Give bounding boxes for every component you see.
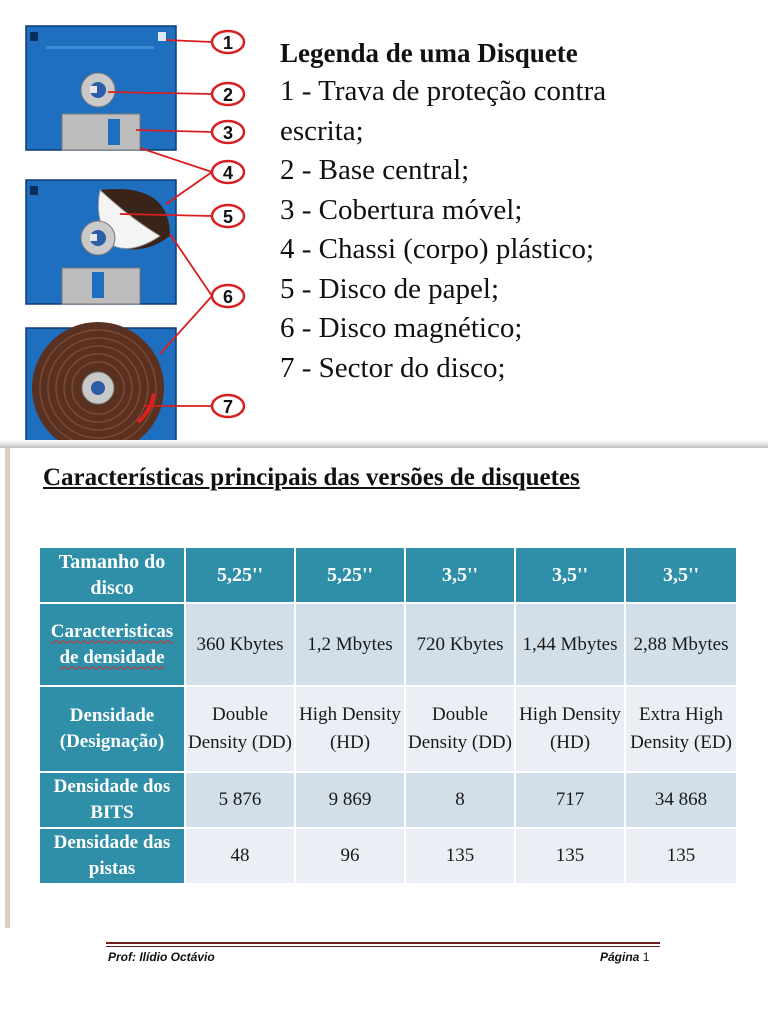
callout-6 xyxy=(212,285,244,307)
floppy-diagram xyxy=(20,22,260,442)
callout-badges xyxy=(212,31,244,417)
legend-item: 3 - Cobertura móvel; xyxy=(280,193,523,226)
table-cell: 1,2 Mbytes xyxy=(295,603,405,686)
table-cell: High Density (HD) xyxy=(515,686,625,772)
callout-3 xyxy=(212,121,244,143)
table-cell: 1,44 Mbytes xyxy=(515,603,625,686)
table-cell: 135 xyxy=(405,828,515,884)
table-cell: 135 xyxy=(515,828,625,884)
row-header-label: Caracteristicas de densidade xyxy=(50,620,174,668)
svg-text:2: 2 xyxy=(222,85,234,105)
callout-5 xyxy=(212,205,244,227)
footer-author: Prof: Ilídio Octávio xyxy=(108,950,215,964)
table-cell: 34 868 xyxy=(625,772,737,828)
svg-text:5: 5 xyxy=(222,207,234,227)
row-header: Tamanho do disco xyxy=(39,547,185,603)
floppy-diagram-svg xyxy=(20,22,260,442)
legend-title: Legenda de uma Disquete xyxy=(280,38,578,68)
column-header: 3,5'' xyxy=(625,547,737,603)
callout-4 xyxy=(212,161,244,183)
table-header-row xyxy=(39,547,737,603)
svg-text:4: 4 xyxy=(222,163,234,183)
table-row xyxy=(39,686,737,772)
column-header: 3,5'' xyxy=(405,547,515,603)
floppy-closed xyxy=(26,26,176,150)
table-row xyxy=(39,772,737,828)
legend-item: 4 - Chassi (corpo) plástico; xyxy=(280,233,595,265)
legend-item: escrita; xyxy=(280,114,364,147)
table-cell: 717 xyxy=(515,772,625,828)
table-cell: 720 Kbytes xyxy=(405,603,515,686)
row-header: Densidade das pistas xyxy=(39,828,185,884)
row-header xyxy=(39,603,185,686)
table-row xyxy=(39,603,737,686)
table-cell: 135 xyxy=(625,828,737,884)
legend-item: 1 - Trava de proteção contra xyxy=(280,75,607,107)
table-cell: 48 xyxy=(185,828,295,884)
footer-rule xyxy=(106,946,660,947)
table-cell: 2,88 Mbytes xyxy=(625,603,737,686)
legend-item: 7 - Sector do disco; xyxy=(280,351,506,384)
specs-section xyxy=(5,448,768,928)
specs-table xyxy=(38,546,738,885)
table-row xyxy=(39,828,737,884)
column-header: 5,25'' xyxy=(295,547,405,603)
table-cell: 96 xyxy=(295,828,405,884)
row-header: Densidade dos BITS xyxy=(39,772,185,828)
column-header: 3,5'' xyxy=(515,547,625,603)
legend-item: 2 - Base central; xyxy=(280,154,470,186)
footer-page-label: Página xyxy=(600,950,640,964)
table-cell: 5 876 xyxy=(185,772,295,828)
table-cell: Double Density (DD) xyxy=(405,686,515,772)
callout-1 xyxy=(212,31,244,53)
callout-7 xyxy=(212,395,244,417)
column-header: 5,25'' xyxy=(185,547,295,603)
svg-text:7: 7 xyxy=(222,397,234,417)
legend-item: 6 - Disco magnético; xyxy=(280,312,523,344)
floppy-disk-exposed xyxy=(26,322,176,442)
svg-text:6: 6 xyxy=(222,287,234,307)
callout-2 xyxy=(212,83,244,105)
svg-text:3: 3 xyxy=(222,123,234,143)
row-header: Densidade (Designação) xyxy=(39,686,185,772)
table-cell: 360 Kbytes xyxy=(185,603,295,686)
svg-text:1: 1 xyxy=(222,33,234,53)
footer-rule xyxy=(106,942,660,944)
legend xyxy=(280,36,750,388)
floppy-open xyxy=(26,180,176,304)
table-cell: 9 869 xyxy=(295,772,405,828)
footer-page-number: 1 xyxy=(642,950,650,964)
table-cell: High Density (HD) xyxy=(295,686,405,772)
section-divider xyxy=(0,440,768,448)
table-cell: 8 xyxy=(405,772,515,828)
table-cell: Extra High Density (ED) xyxy=(625,686,737,772)
table-cell: Double Density (DD) xyxy=(185,686,295,772)
footer-page xyxy=(600,950,649,964)
legend-item: 5 - Disco de papel; xyxy=(280,272,500,305)
table-title: Características principais das versões de disquetes xyxy=(43,464,580,491)
